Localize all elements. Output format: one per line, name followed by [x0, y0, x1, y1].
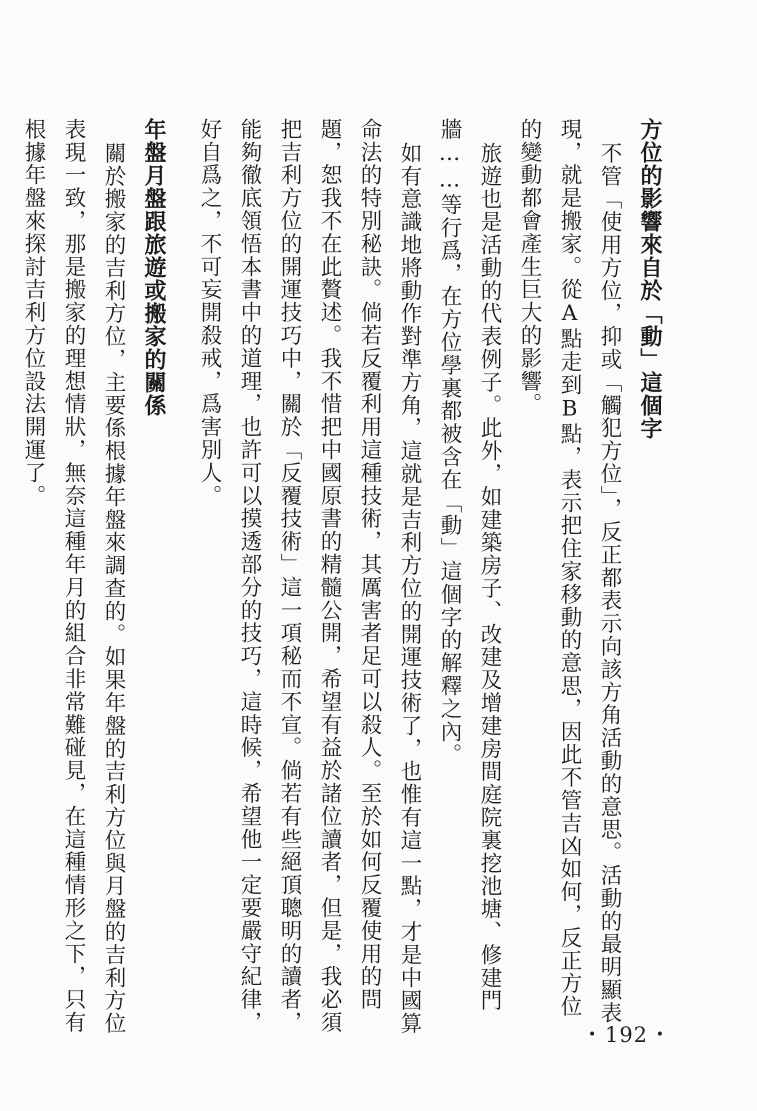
- page-number: [588, 1023, 665, 1047]
- bullet-left: •: [588, 1027, 598, 1043]
- vertical-text-column: [13, 118, 669, 1038]
- bullet-right: •: [655, 1027, 665, 1043]
- section-heading-year-month-chart: 年盤月盤跟旅遊或搬家的關係: [141, 118, 166, 417]
- paragraph-2: 旅遊也是活動的代表例子。此外，如建築房子、改建及增建房間庭院裏挖池塘、修建門牆……等行爲，在方位學裏都被含在「動」這個字的解釋之內。: [437, 118, 502, 1012]
- section-heading-direction-influence: 方位的影響來自於「動」這個字: [637, 118, 662, 440]
- paragraph-1: 不管「使用方位，抑或「觸犯方位」，反正都表示向該方角活動的意思。活動的最明顯表現，就是搬家。從A點走到B點，表示把住家移動的意思，因此不管吉凶如何，反正方位的變動都會產生巨大的影響。: [517, 118, 622, 1024]
- paragraph-4: 關於搬家的吉利方位，主要係根據年盤來調查的。如果年盤的吉利方位與月盤的吉利方位表現一致，那是搬家的理想情狀，無奈這種年月的組合非常難碰見，在這種情形之下，只有根據年盤來探討吉利方位設法開運了。: [21, 118, 126, 1035]
- paragraph-3: 如有意識地將動作對準方角，這就是吉利方位的開運技術了，也惟有這一點，才是中國算命法的特別秘訣。倘若反覆利用這種技術，其厲害者足可以殺人。至於如何反覆使用的問題，恕我不在此贅述。我不惜把中國原書的精髓公開，希望有益於諸位讀者，但是，我必須把吉利方位的開運技巧中，關於「反覆技術」這一項秘而不宣。倘若有些絕頂聰明的讀者，能夠徹底領悟本書中的道理，也許可以摸透部分的技巧，這時候，希望他一定要嚴守紀律，好自爲之，不可妄開殺戒，爲害別人。: [197, 118, 422, 1035]
- page-number-value: 192: [604, 1023, 649, 1047]
- section-spacer: [173, 118, 189, 1038]
